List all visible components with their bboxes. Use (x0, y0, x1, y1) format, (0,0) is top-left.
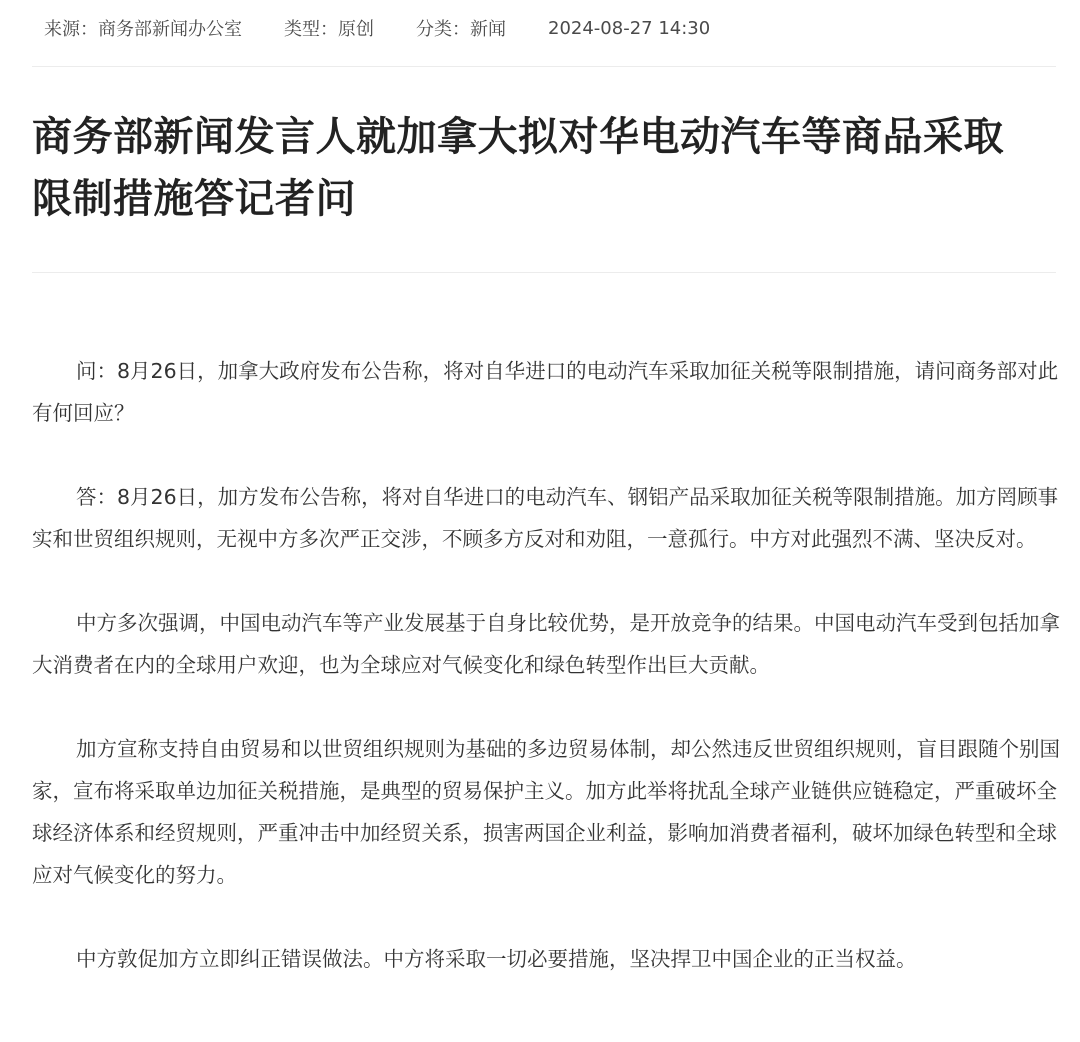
meta-datetime: 2024-08-27 14:30 (548, 17, 711, 39)
article-meta-bar (44, 14, 710, 42)
paragraph-answer: 答：8月26日，加方发布公告称，将对自华进口的电动汽车、钢铝产品采取加征关税等限制措施。加方罔顾事实和世贸组织规则，无视中方多次严正交涉，不顾多方反对和劝阻，一意孤行。中方对此强烈不满、坚决反对。 (32, 485, 1059, 551)
article-body (32, 350, 1062, 1022)
article-title: 商务部新闻发言人就加拿大拟对华电动汽车等商品采取限制措施答记者问 (32, 114, 1004, 222)
title-divider (32, 272, 1056, 273)
meta-type: 类型：原创 (284, 19, 374, 40)
meta-divider (32, 66, 1056, 67)
meta-source: 来源：商务部新闻办公室 (44, 19, 242, 40)
paragraph-question: 问：8月26日，加拿大政府发布公告称，将对自华进口的电动汽车采取加征关税等限制措施，请问商务部对此有何回应？ (32, 359, 1059, 425)
paragraph-criticism: 加方宣称支持自由贸易和以世贸组织规则为基础的多边贸易体制，却公然违反世贸组织规则，盲目跟随个别国家，宣布将采取单边加征关税措施，是典型的贸易保护主义。加方此举将扰乱全球产业链供应链稳定，严重破坏全球经济体系和经贸规则，严重冲击中加经贸关系，损害两国企业利益，影响加消费者福利，破坏加绿色转型和全球应对气候变化的努力。 (32, 737, 1060, 887)
meta-category: 分类：新闻 (416, 19, 506, 40)
paragraph-demand: 中方敦促加方立即纠正错误做法。中方将采取一切必要措施，坚决捍卫中国企业的正当权益。 (76, 947, 917, 971)
paragraph-emphasis: 中方多次强调，中国电动汽车等产业发展基于自身比较优势，是开放竞争的结果。中国电动汽车受到包括加拿大消费者在内的全球用户欢迎，也为全球应对气候变化和绿色转型作出巨大贡献。 (32, 611, 1060, 677)
